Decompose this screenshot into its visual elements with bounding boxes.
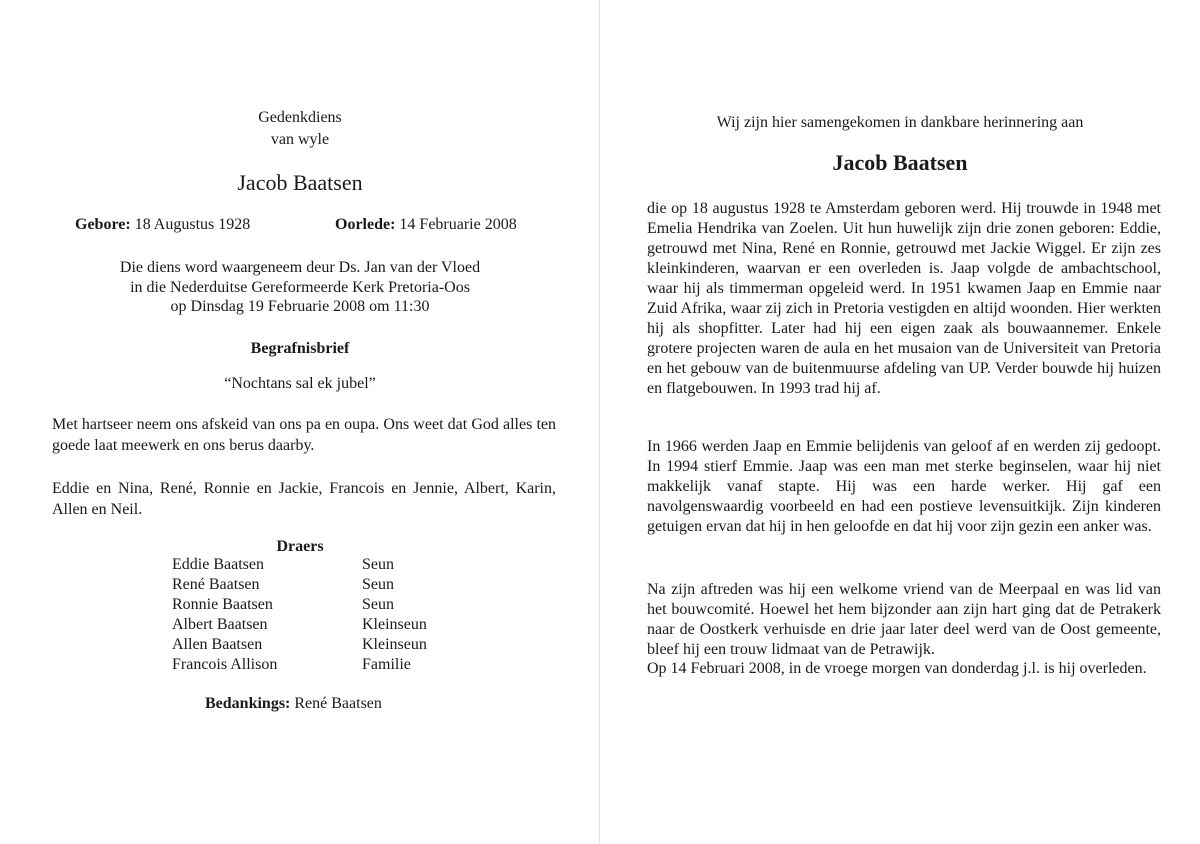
died-line — [335, 215, 517, 235]
bearer-name: Eddie Baatsen — [172, 556, 264, 573]
bearer-relation: Seun — [362, 556, 394, 573]
quote: “Nochtans sal ek jubel” — [224, 375, 376, 392]
bearer-name: René Baatsen — [172, 576, 260, 593]
memorial-heading: Gedenkdiens — [258, 109, 342, 126]
bearer-row — [172, 575, 472, 595]
bearer-name: Albert Baatsen — [172, 616, 268, 633]
biography-paragraph-3: Na zijn aftreden was hij een welkome vriend van de Meerpaal en was lid van het bouwcomité. Hoewel het hem bijzonder aan zijn hart ging dat de Petrakerk naar de Oostkerk verhuisde en drie jaar later deel werd van de Oost gemeente, bleef hij een trouw lidmaat van de Petrawijk. — [647, 581, 1161, 658]
thanks-label: Bedankings: — [205, 695, 291, 712]
bearer-relation: Seun — [362, 596, 394, 613]
service-line-3: op Dinsdag 19 Februarie 2008 om 11:30 — [170, 298, 430, 315]
bearer-row — [172, 555, 472, 575]
right-page — [600, 0, 1200, 844]
bearer-name: Ronnie Baatsen — [172, 596, 273, 613]
born-line — [75, 215, 250, 235]
died-date: 14 Februarie 2008 — [399, 216, 517, 233]
section-title: Begrafnisbrief — [250, 340, 350, 357]
bearers-list — [172, 555, 472, 675]
born-date: 18 Augustus 1928 — [134, 216, 251, 233]
bearer-relation: Kleinseun — [362, 616, 427, 633]
bearer-row — [172, 635, 472, 655]
biography-paragraph-1: die op 18 augustus 1928 te Amsterdam geboren werd. Hij trouwde in 1948 met Emelia Hendrika van Zoelen. Uit hun huwelijk zijn drie zonen geboren: Eddie, getrouwd met Nina, René en Ronnie, getrouwd met Jackie Wiggel. Er zijn zes kleinkinderen, waarvan er een overleden is. Jaap volgde de ambachtschool, waar hij als timmerman opgeleid werd. In 1951 kwamen Jaap en Emmie naar Zuid Afrika, waar zij zich in Pretoria vestigden en altijd woonden. Hier werkten hij als shopfitter. Later had hij een eigen zaak als bouwaannemer. Enkele grotere projecten waren de aula en het musaion van de Universiteit van Pretoria en het gebouw van de buitenmuurse afdeling van UP. Verder bouwde hij huizen en flatgebouwen. In 1993 trad hij af. — [647, 200, 1161, 397]
bearer-name: Francois Allison — [172, 656, 278, 673]
born-label: Gebore: — [75, 216, 131, 233]
deceased-name: Jacob Baatsen — [237, 170, 363, 195]
bearer-row — [172, 655, 472, 675]
thanks-line — [205, 694, 382, 714]
bearer-relation: Kleinseun — [362, 636, 427, 653]
died-label: Oorlede: — [335, 216, 396, 233]
intro-line: Wij zijn hier samengekomen in dankbare herinnering aan — [716, 114, 1084, 131]
farewell-message: Met hartseer neem ons afskeid van ons pa en oupa. Ons weet dat God alles ten goede laat meewerk en ons berus daarby. — [52, 416, 556, 454]
bearer-relation: Familie — [362, 656, 411, 673]
thanks-name: René Baatsen — [294, 695, 382, 712]
service-line-2: in die Nederduitse Gereformeerde Kerk Pretoria-Oos — [130, 279, 470, 296]
memorial-subheading: van wyle — [270, 131, 330, 148]
deceased-name-dutch: Jacob Baatsen — [832, 150, 968, 175]
biography-paragraph-2: In 1966 werden Jaap en Emmie belijdenis van geloof af en werden zij gedoopt. In 1994 stierf Emmie. Jaap was een man met sterke beginselen, waar hij niet makkelijk vanaf stapte. Hij was een harde werker. Hij gaf een navolgenswaardig voorbeeld en had een postieve levensuitkijk. Zijn kinderen getuigen ervan dat hij in hen geloofde en dat hij voor zijn gezin een anker was. — [647, 438, 1161, 535]
bearer-name: Allen Baatsen — [172, 636, 263, 653]
service-line-1: Die diens word waargeneem deur Ds. Jan van der Vloed — [119, 259, 481, 276]
bearers-title: Draers — [276, 538, 324, 555]
family-names: Eddie en Nina, René, Ronnie en Jackie, Francois en Jennie, Albert, Karin, Allen en Neil. — [52, 480, 556, 518]
bearer-row — [172, 615, 472, 635]
bearer-row — [172, 595, 472, 615]
bearer-relation: Seun — [362, 576, 394, 593]
biography-paragraph-4: Op 14 Februari 2008, in de vroege morgen van donderdag j.l. is hij overleden. — [647, 660, 1147, 677]
